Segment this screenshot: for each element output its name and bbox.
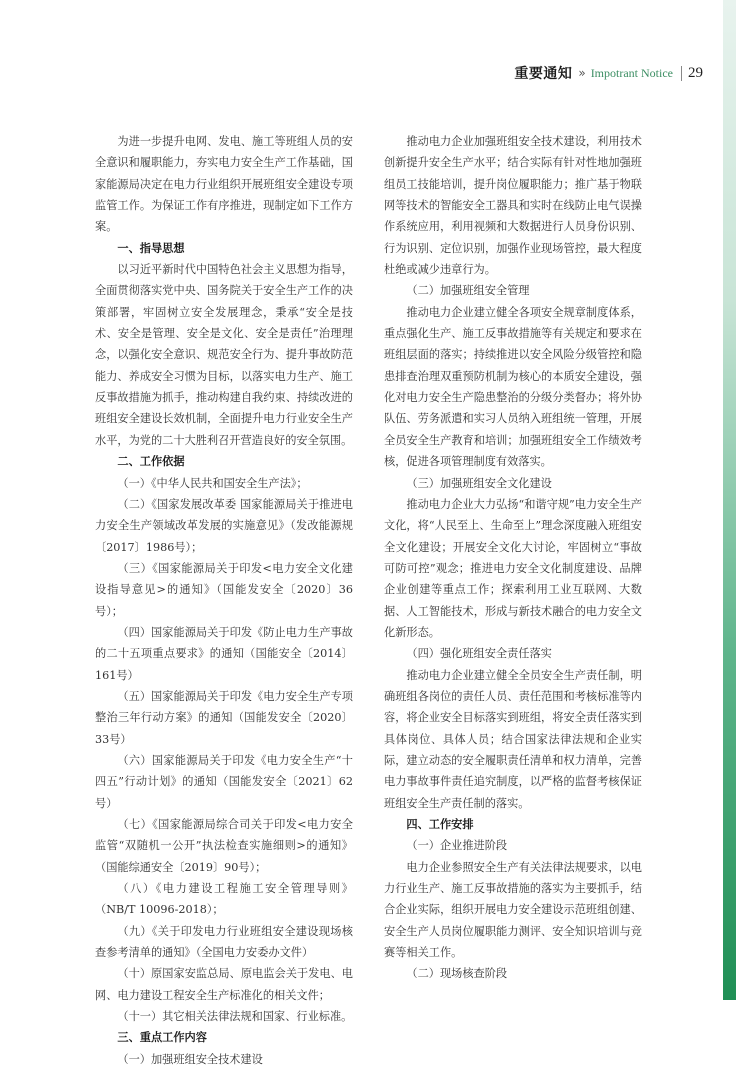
body-paragraph: （十一）其它相关法律法规和国家、行业标准。 bbox=[117, 1010, 353, 1024]
body-paragraph: 推动电力企业建立健全全员安全生产责任制，明确班组各岗位的责任人员、责任范围和考核标准等内容，将企业安全目标落实到班组，将安全责任落实到具体岗位、具体人员；结合国家法律法规和企业实际，建立动态的安全履职责任清单和权力清单，完善电力事故事件责任追究制度，以严格的监督考核保证班组安全生产责任制的落实。 bbox=[384, 668, 642, 810]
body-paragraph: 推动电力企业大力弘扬“和谐守规”电力安全生产文化，将“人民至上、生命至上”理念深度融入班组安全文化建设；开展安全文化大讨论，牢固树立“事故可防可控”观念；推进电力安全文化制度建设、品牌企业创建等重点工作；探索利用工业互联网、大数据、人工智能技术，形成与新技术融合的电力安全文化新形态。 bbox=[384, 497, 642, 639]
body-paragraph: （二）《国家发展改革委 国家能源局关于推进电力安全生产领域改革发展的实施意见》（发改能源规〔2017〕1986号）； bbox=[95, 497, 353, 554]
body-paragraph: （十）原国家安监总局、原电监会关于发电、电网、电力建设工程安全生产标准化的相关文件； bbox=[95, 967, 353, 1002]
subsection-heading: （二）现场核查阶段 bbox=[406, 967, 508, 981]
body-paragraph: （七）《国家能源局综合司关于印发<电力安全监管“双随机一公开”执法检查实施细则>的通知》（国能综通安全〔2019〕90号）； bbox=[95, 818, 353, 874]
body-paragraph: 电力企业参照安全生产有关法律法规要求，以电力行业生产、施工反事故措施的落实为主要抓手，结合企业实际，组织开展电力安全建设示范班组创建、安全生产人员岗位履职能力测评、安全知识培训与竞赛等相关工作。 bbox=[384, 860, 642, 960]
section-heading: 三、重点工作内容 bbox=[117, 1031, 207, 1045]
body-paragraph: 推动电力企业建立健全各项安全规章制度体系，重点强化生产、施工反事故措施等有关规定和要求在班组层面的落实；持续推进以安全风险分级管控和隐患排查治理双重预防机制为核心的本质安全建设，强化对电力安全生产隐患整治的分级分类督办；将外协队伍、劳务派遣和实习人员纳入班组统一管理，开展全员安全生产教育和培训；加强班组安全工作绩效考核，促进各项管理制度有效落实。 bbox=[384, 305, 642, 469]
header-divider bbox=[681, 66, 682, 81]
subsection-heading: （一）企业推进阶段 bbox=[406, 839, 508, 853]
double-chevron-icon: » bbox=[578, 66, 586, 80]
section-subtitle-en: Impotrant Notice bbox=[590, 65, 673, 80]
body-paragraph: （一）《中华人民共和国安全生产法》； bbox=[117, 476, 308, 490]
subsection-heading: （一）加强班组安全技术建设 bbox=[117, 1052, 263, 1066]
subsection-heading: （二）加强班组安全管理 bbox=[406, 284, 530, 298]
body-paragraph: （四）国家能源局关于印发《防止电力生产事故的二十五项重点要求》的通知（国能安全〔2014〕161号） bbox=[95, 625, 353, 682]
body-paragraph: （六）国家能源局关于印发《电力安全生产“十四五”行动计划》的通知（国能发安全〔2021〕62号） bbox=[95, 753, 353, 810]
body-paragraph: （八）《电力建设工程施工安全管理导则》（NB/T 10096-2018）； bbox=[95, 882, 353, 917]
section-heading: 二、工作依据 bbox=[117, 455, 185, 469]
body-paragraph: （九）《关于印发电力行业班组安全建设现场核查参考清单的通知》（全国电力安委办文件） bbox=[95, 924, 353, 960]
right-text-column bbox=[384, 131, 642, 985]
left-text-column bbox=[95, 131, 353, 1070]
section-heading: 一、指导思想 bbox=[117, 241, 185, 255]
body-paragraph: （三）《国家能源局关于印发<电力安全文化建设指导意见>的通知》（国能发安全〔2020〕36号）； bbox=[95, 561, 353, 618]
page-number: 29 bbox=[688, 64, 703, 81]
body-paragraph: （五）国家能源局关于印发《电力安全生产专项整治三年行动方案》的通知（国能发安全〔2020〕33号） bbox=[95, 689, 353, 746]
decorative-side-bar bbox=[723, 0, 736, 1000]
subsection-heading: （三）加强班组安全文化建设 bbox=[406, 476, 552, 490]
section-title: 重要通知 bbox=[514, 66, 573, 82]
subsection-heading: （四）强化班组安全责任落实 bbox=[406, 647, 552, 661]
page-header bbox=[514, 63, 703, 83]
body-paragraph: 为进一步提升电网、发电、施工等班组人员的安全意识和履职能力，夯实电力安全生产工作基础，国家能源局决定在电力行业组织开展班组安全建设专项监管工作。为保证工作有序推进，现制定如下工作方案。 bbox=[95, 135, 353, 234]
body-paragraph: 推动电力企业加强班组安全技术建设，利用技术创新提升安全生产水平；结合实际有针对性地加强班组员工技能培训，提升岗位履职能力；推广基于物联网等技术的智能安全工器具和实时在线防止电气误操作系统应用，利用视频和大数据进行人员身份识别、行为识别、定位识别，加强作业现场管控，最大程度杜绝或减少违章行为。 bbox=[384, 135, 642, 277]
body-paragraph: 以习近平新时代中国特色社会主义思想为指导，全面贯彻落实党中央、国务院关于安全生产工作的决策部署，牢固树立安全发展理念，秉承“安全是技术、安全是管理、安全是文化、安全是责任”治理理念，以强化安全意识、规范安全行为、提升事故防范能力、养成安全习惯为目标，以落实电力生产、施工反事故措施为抓手，推动构建自我约束、持续改进的班组安全建设长效机制，全面提升电力行业安全生产水平，为党的二十大胜利召开营造良好的安全氛围。 bbox=[95, 263, 353, 447]
section-heading: 四、工作安排 bbox=[406, 818, 474, 831]
